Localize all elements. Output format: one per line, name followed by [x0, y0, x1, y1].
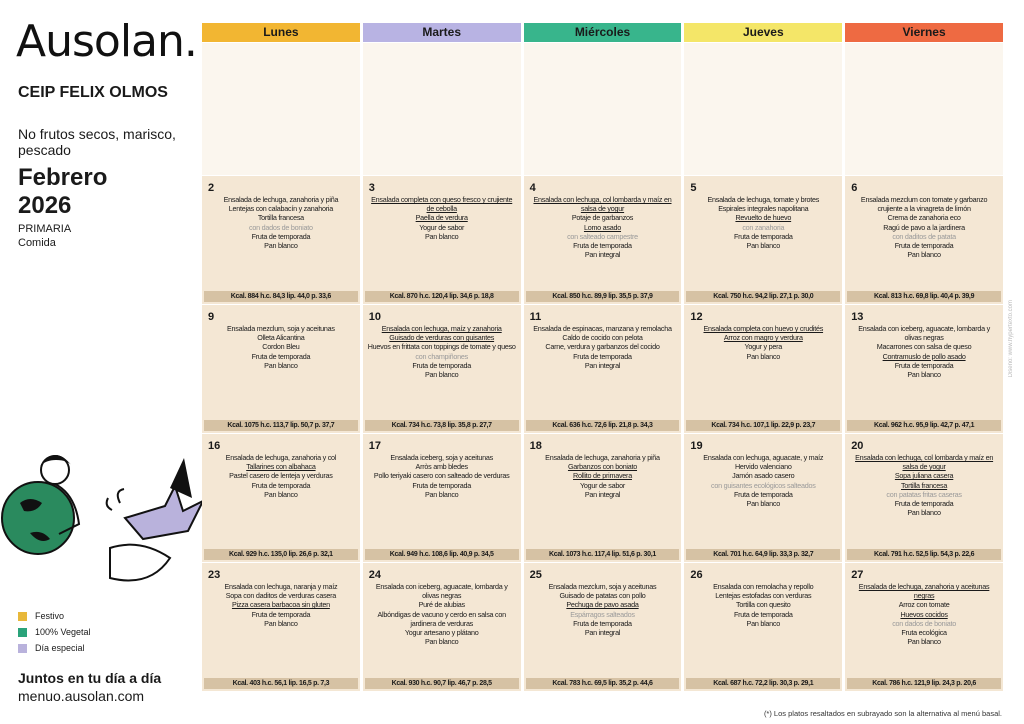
dish: Tortilla francesa: [257, 213, 304, 223]
day-number: 9: [208, 311, 215, 323]
dish-list: [528, 195, 678, 259]
dish: Fruta de temporada: [573, 351, 632, 361]
day-cell: [363, 305, 521, 433]
day-number: 20: [851, 440, 864, 452]
dish: Fruta de temporada: [251, 609, 311, 619]
alternative-dish: Sopa juliana casera: [894, 471, 954, 481]
dish: Pan blanco: [264, 618, 298, 628]
day-cell: [845, 305, 1003, 433]
empty-day-cell: [202, 43, 360, 175]
dish: Ensalada mezclum, soja y aceitunas: [227, 324, 335, 333]
footer-slogan: Juntos en tu día a día: [18, 670, 162, 686]
day-number: 4: [529, 182, 536, 194]
dish: Fruta de temporada: [894, 241, 954, 251]
dish: Pan blanco: [746, 618, 781, 628]
dish: Ensalada de lechuga, zanahoria y col: [225, 453, 337, 462]
day-number: 6: [851, 182, 858, 194]
day-number: 18: [529, 440, 542, 452]
school-name: CEIP FELIX OLMOS: [18, 84, 168, 101]
day-cell: [845, 176, 1003, 304]
day-number: 24: [368, 569, 382, 581]
dish: Pan blanco: [907, 250, 941, 260]
dish: Carne, verdura y garbanzos del cocido: [545, 342, 660, 352]
nutrition-bar: Kcal. 850 h.c. 89,9 lip. 35,5 p. 37,9: [526, 291, 680, 302]
dish: Pastel casero de lenteja y verduras: [229, 471, 333, 481]
day-cell: [363, 176, 521, 304]
dish: Ensalada iceberg, soja y aceitunas: [390, 453, 493, 462]
day-cell: [684, 434, 842, 562]
dish: Jamón asado casero: [732, 471, 795, 481]
empty-day-cell: [363, 43, 521, 175]
nutrition-bar: Kcal. 1073 h.c. 117,4 lip. 51,6 p. 30,1: [526, 549, 680, 560]
dish: Yogur de sabor: [419, 222, 465, 232]
dish: Ragú de pavo a la jardinera: [883, 222, 965, 232]
day-cell: [684, 305, 842, 433]
footnote: (*) Los platos resaltados en subrayado son la alternativa al menú basal.: [763, 709, 1002, 718]
dish: Pollo teriyaki casero con salteado de verduras: [373, 471, 510, 481]
dish: Ensalada de espinacas, manzana y remolacha: [533, 324, 672, 333]
footer-url[interactable]: menuo.ausolan.com: [18, 688, 145, 704]
nutrition-bar: Kcal. 791 h.c. 52,5 lip. 54,3 p. 22,6: [847, 549, 1001, 560]
legend-label: Festivo: [35, 611, 65, 621]
alternative-dish: Huevos cocidos: [900, 609, 948, 619]
dish: Fruta de temporada: [251, 351, 311, 361]
nutrition-bar: Kcal. 949 h.c. 108,6 lip. 40,9 p. 34,5: [365, 549, 519, 560]
dish: Fruta de temporada: [251, 480, 311, 490]
dish: Ensalada de lechuga, zanahoria y piña: [223, 195, 339, 204]
day-cell: [202, 434, 360, 562]
dish: Huevos en frittata con toppings de tomate y queso: [367, 342, 516, 352]
dish: Fruta de temporada: [733, 489, 793, 499]
day-cell: [845, 563, 1003, 691]
alternative-dish: Contramuslo de pollo asado: [882, 351, 966, 361]
dish: Hervido valenciano: [734, 462, 792, 472]
dish: Espirales integrales napolitana: [718, 204, 809, 214]
day-number: 19: [690, 440, 703, 452]
dish: Fruta de temporada: [894, 499, 954, 509]
nutrition-bar: Kcal. 929 h.c. 135,0 lip. 26,6 p. 32,1: [204, 549, 358, 560]
dish: Pan blanco: [264, 489, 298, 499]
dish-list: [688, 195, 838, 250]
dish: Fruta de temporada: [573, 618, 632, 628]
weekday-header-row: [202, 23, 1003, 42]
dish: Pan blanco: [264, 241, 298, 251]
nutrition-bar: Kcal. 1075 h.c. 113,7 lip. 50,7 p. 37,7: [204, 420, 358, 431]
nutrition-bar: Kcal. 783 h.c. 69,5 lip. 35,2 p. 44,6: [526, 678, 680, 689]
side-note: con dados de boniato: [892, 618, 956, 628]
dish-list: [528, 582, 678, 637]
alternative-dish: Lomo asado: [583, 222, 622, 232]
weekday-header: Miércoles: [524, 23, 682, 42]
brand-logo: Ausolan.: [16, 16, 197, 67]
month-label: Febrero: [18, 164, 108, 191]
dish: Ensalada con remolacha y repollo: [713, 582, 814, 591]
dish: Arroz con tomate: [898, 600, 950, 610]
dish-list: [367, 195, 517, 241]
day-number: 3: [368, 182, 375, 194]
swatch-icon: [18, 644, 27, 653]
alternative-dish: Paella de verdura: [415, 213, 468, 223]
legend-label: Día especial: [35, 643, 85, 653]
dish-list: [849, 453, 999, 517]
swatch-icon: [18, 612, 27, 621]
dish: Ensalada de lechuga, tomate y brotes: [707, 195, 820, 204]
nutrition-bar: Kcal. 701 h.c. 64,9 lip. 33,3 p. 32,7: [686, 549, 840, 560]
people-illustration-icon: [0, 448, 215, 598]
alternative-dish: Tortilla francesa: [901, 480, 948, 490]
dish: Ensalada con iceberg, aguacate, lombarda y olivas negras: [858, 324, 990, 343]
menu-period: [18, 164, 107, 220]
alternative-dish: Rollito de primavera: [573, 471, 632, 481]
day-number: 5: [690, 182, 697, 194]
alternative-dish: Tallarines con albahaca: [246, 462, 316, 472]
legend-item-especial: [18, 640, 91, 656]
alternative-dish: Ensalada completa con huevo y crudités: [703, 324, 824, 333]
dish: Crema de zanahoria eco: [887, 213, 961, 223]
level-label: PRIMARIA: [18, 223, 72, 235]
side-note: Espárragos salteados: [570, 609, 635, 619]
dish-list: [849, 195, 999, 259]
alternative-dish: Guisado de verduras con guisantes: [389, 333, 495, 343]
nutrition-bar: Kcal. 750 h.c. 94,2 lip. 27,1 p. 30,0: [686, 291, 840, 302]
side-note: con zanahoria: [742, 222, 785, 232]
day-number: 12: [690, 311, 703, 323]
week-row: [202, 176, 1003, 304]
day-cell: [363, 563, 521, 691]
day-number: 27: [851, 569, 864, 581]
dish-list: [206, 195, 356, 250]
day-number: 11: [529, 311, 542, 323]
alternative-dish: Ensalada completa con queso fresco y crujiente de cebolla: [371, 195, 513, 214]
dish-list: [206, 453, 356, 499]
sidebar: [0, 0, 200, 724]
dish: Pan blanco: [746, 499, 781, 509]
dish-list: [528, 453, 678, 499]
dish: Olleta Alicantina: [257, 333, 305, 343]
nutrition-bar: Kcal. 813 h.c. 69,8 lip. 40,4 p. 39,9: [847, 291, 1001, 302]
dish: Lentejas con calabacín y zanahoria: [228, 204, 333, 214]
side-note: con patatas fritas caseras: [886, 489, 962, 499]
side-note: con champiñones: [415, 351, 468, 361]
dish: Pan blanco: [746, 241, 781, 251]
weekday-header: Viernes: [845, 23, 1003, 42]
dish: Ensalada con lechuga, aguacate, y maíz: [703, 453, 824, 462]
alternative-dish: Pechuga de pavo asada: [566, 600, 639, 610]
dish: Sopa con daditos de verduras casera: [225, 591, 337, 601]
day-number: 10: [368, 311, 382, 323]
day-cell: [363, 434, 521, 562]
year-label: 2026: [18, 192, 72, 219]
dish-list: [688, 453, 838, 508]
dish: Ensalada de lechuga, zanahoria y piña: [545, 453, 660, 462]
day-cell: [524, 563, 682, 691]
day-number: 17: [368, 440, 382, 452]
dish: Pan integral: [584, 628, 621, 638]
dish: Tortilla con quesito: [736, 600, 791, 610]
dish: Pan blanco: [264, 360, 298, 370]
empty-day-cell: [684, 43, 842, 175]
dish: Pan blanco: [424, 637, 459, 647]
nutrition-bar: Kcal. 786 h.c. 121,9 lip. 24,3 p. 20,6: [847, 678, 1001, 689]
alternative-dish: Arroz con magro y verdura: [723, 333, 803, 343]
dish: Ensalada con lechuga, naranja y maíz: [224, 582, 338, 591]
dish: Guisado de patatas con pollo: [559, 591, 646, 601]
dish: Pan blanco: [424, 370, 459, 380]
nutrition-bar: Kcal. 962 h.c. 95,9 lip. 42,7 p. 47,1: [847, 420, 1001, 431]
dish: Albóndigas de vacuno y cerdo en salsa con jardinera de verduras: [377, 609, 506, 628]
side-note: con guisantes ecológicos salteados: [711, 480, 816, 490]
side-note: con daditos de patata: [892, 231, 956, 241]
day-number: 23: [208, 569, 221, 581]
week-row: [202, 305, 1003, 433]
dish-list: [206, 324, 356, 370]
dish: Caldo de cocido con pelota: [562, 333, 643, 343]
dish: Cordon Bleu: [262, 342, 300, 352]
empty-day-cell: [524, 43, 682, 175]
dish-list: [367, 582, 517, 646]
dish: Fruta ecológica: [901, 628, 947, 638]
dish: Fruta de temporada: [733, 609, 793, 619]
legend-item-vegetal: [18, 624, 91, 640]
day-number: 25: [529, 569, 542, 581]
day-cell: [524, 305, 682, 433]
dish: Fruta de temporada: [573, 241, 632, 251]
design-credit: Diseño: www.hypertexto.com: [1008, 300, 1014, 378]
blank-week-row: [202, 43, 1003, 175]
side-note: con salteado campestre: [567, 231, 638, 241]
dish-list: [367, 324, 517, 379]
dish: Pan integral: [584, 489, 621, 499]
menu-weeks: [202, 176, 1003, 691]
nutrition-bar: Kcal. 403 h.c. 56,1 lip. 16,5 p. 7,3: [204, 678, 358, 689]
weekday-header: Lunes: [202, 23, 360, 42]
level-info: [18, 222, 71, 250]
dish: Lentejas estofadas con verduras: [715, 591, 812, 601]
day-cell: [684, 176, 842, 304]
legend-item-festivo: [18, 608, 91, 624]
dish-list: [849, 582, 999, 646]
dish: Pan integral: [584, 250, 621, 260]
swatch-icon: [18, 628, 27, 637]
nutrition-bar: Kcal. 687 h.c. 72,2 lip. 30,3 p. 29,1: [686, 678, 840, 689]
alternative-dish: Ensalada con lechuga, col lombarda y maíz en salsa de yogur: [855, 453, 994, 472]
dish: Pan blanco: [424, 231, 459, 241]
dish: Ensalada mezclum con tomate y garbanzo crujiente a la vinagreta de limón: [860, 195, 988, 214]
dish-list: [528, 324, 678, 370]
alternative-dish: Revuelto de huevo: [735, 213, 792, 223]
dish: Arròs amb bledes: [415, 462, 468, 472]
dish: Yogur artesano y plátano: [404, 628, 479, 638]
weekday-header: Jueves: [684, 23, 842, 42]
day-cell: [202, 305, 360, 433]
menu-calendar: [202, 23, 1003, 691]
dish-list: [849, 324, 999, 379]
weekday-header: Martes: [363, 23, 521, 42]
side-note: con dados de boniato: [249, 222, 313, 232]
nutrition-bar: Kcal. 636 h.c. 72,6 lip. 21,8 p. 34,3: [526, 420, 680, 431]
dish-list: [367, 453, 517, 499]
dish-list: [206, 582, 356, 628]
day-number: 13: [851, 311, 864, 323]
nutrition-bar: Kcal. 734 h.c. 107,1 lip. 22,9 p. 23,7: [686, 420, 840, 431]
dish: Pan blanco: [746, 351, 781, 361]
dish-list: [688, 324, 838, 361]
nutrition-bar: Kcal. 930 h.c. 90,7 lip. 46,7 p. 28,5: [365, 678, 519, 689]
alternative-dish: Ensalada de lechuga, zanahoria y aceitunas negras: [858, 582, 990, 601]
day-cell: [202, 176, 360, 304]
dish: Fruta de temporada: [251, 231, 311, 241]
empty-day-cell: [845, 43, 1003, 175]
diet-restrictions: No frutos secos, marisco, pescado: [18, 126, 176, 158]
day-cell: [524, 434, 682, 562]
dish: Ensalada mezclum, soja y aceitunas: [548, 582, 657, 591]
day-number: 2: [208, 182, 215, 194]
dish-list: [688, 582, 838, 628]
dish: Ensalada con iceberg, aguacate, lombarda y olivas negras: [375, 582, 508, 601]
dish: Pan blanco: [907, 370, 941, 380]
nutrition-bar: Kcal. 884 h.c. 84,3 lip. 44,0 p. 33,6: [204, 291, 358, 302]
service-label: Comida: [18, 237, 56, 249]
dish: Potaje de garbanzos: [571, 213, 634, 223]
day-number: 26: [690, 569, 703, 581]
dish: Macarrones con salsa de queso: [876, 342, 972, 352]
dish: Fruta de temporada: [412, 480, 472, 490]
alternative-dish: Garbanzos con boniato: [567, 462, 638, 472]
legend: [18, 608, 91, 656]
alternative-dish: Ensalada con lechuga, col lombarda y maíz en salsa de yogur: [533, 195, 672, 214]
dish: Yogur y pera: [744, 342, 783, 352]
dish: Fruta de temporada: [894, 360, 954, 370]
dish: Pan blanco: [907, 637, 941, 647]
week-row: [202, 563, 1003, 691]
day-cell: [684, 563, 842, 691]
dish: Puré de alubias: [418, 600, 465, 610]
dish: Yogur de sabor: [579, 480, 625, 490]
day-number: 16: [208, 440, 221, 452]
dish: Fruta de temporada: [412, 360, 472, 370]
day-cell: [524, 176, 682, 304]
legend-label: 100% Vegetal: [35, 627, 91, 637]
dish: Pan integral: [584, 360, 621, 370]
alternative-dish: Pizza casera barbacoa sin gluten: [231, 600, 330, 610]
week-row: [202, 434, 1003, 562]
nutrition-bar: Kcal. 870 h.c. 120,4 lip. 34,6 p. 18,8: [365, 291, 519, 302]
dish: Pan blanco: [424, 489, 459, 499]
dish: Pan blanco: [907, 508, 941, 518]
nutrition-bar: Kcal. 734 h.c. 73,8 lip. 35,8 p. 27,7: [365, 420, 519, 431]
day-cell: [202, 563, 360, 691]
dish: Fruta de temporada: [733, 231, 793, 241]
alternative-dish: Ensalada con lechuga, maíz y zanahoria: [381, 324, 502, 333]
day-cell: [845, 434, 1003, 562]
